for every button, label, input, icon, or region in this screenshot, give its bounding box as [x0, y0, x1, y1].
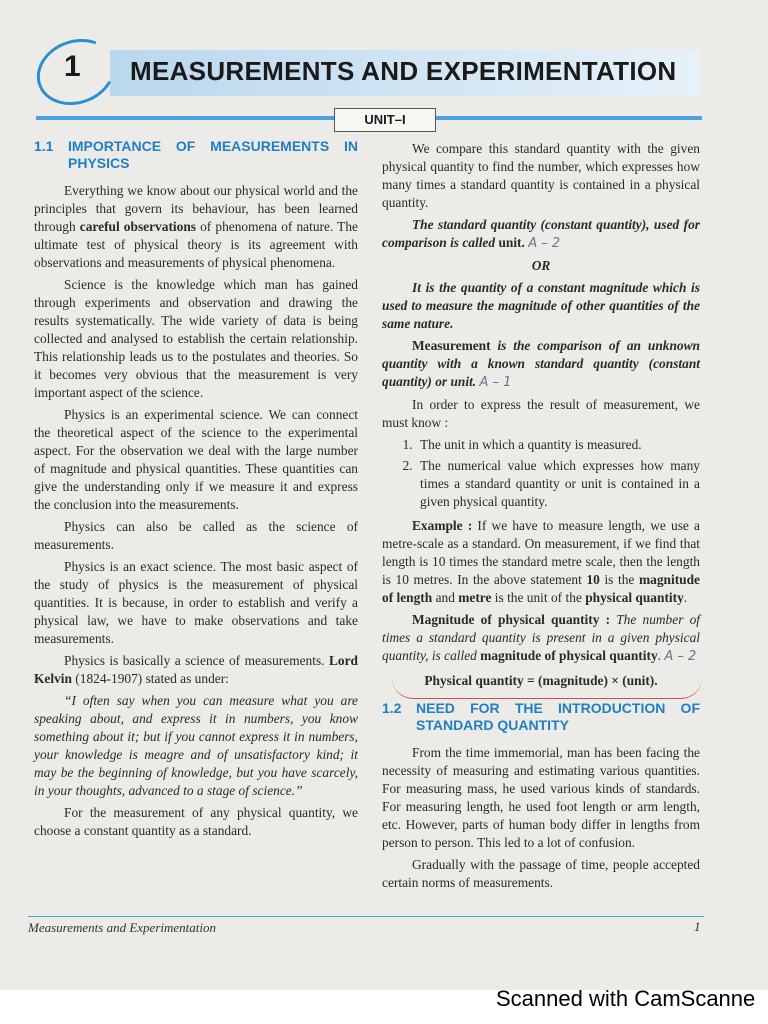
- handwritten-note: A – 2: [664, 649, 697, 664]
- paragraph: Everything we know about our physical world and the principles that govern its behaviour, has been learned through careful observations of phenomena of nature. The ultimate test of physical theory is its agreement with observations and measurements of physical phenomena.: [34, 183, 358, 270]
- handwritten-note: A – 2: [528, 236, 561, 251]
- section-title: NEED FOR THE INTRODUCTION OF STANDARD QUANTITY: [416, 700, 700, 733]
- example-paragraph: Example : If we have to measure length, we use a metre-scale as a standard. On measurement, if we find that length is 10 times the standard metre scale, then the length is 10 metres. In the above statement 10 is the magnitude of length and metre is the unit of the physical quantity.: [382, 518, 700, 605]
- left-column: [34, 138, 358, 844]
- paragraph: Physics is basically a science of measurements. Lord Kelvin (1824-1907) stated as under:: [34, 653, 358, 686]
- kelvin-quote: “I often say when you can measure what you are speaking about, and express it in numbers, you know something about it; but if you cannot express it in numbers, your knowledge is meagre and of unsatisfactory kind; it may be the beginning of knowledge, but you have scarcely, in your thoughts, advanced to a stage of science.”: [34, 693, 358, 798]
- paragraph: Physics is an exact science. The most basic aspect of the study of physics is the measurement of physical quantities. It is because, in order to establish and verify a physical law, we have to make observations and take measurements.: [34, 559, 358, 646]
- chapter-number: 1: [64, 50, 81, 83]
- section-title: IMPORTANCE OF MEASUREMENTS IN PHYSICS: [68, 138, 358, 171]
- paragraph: In order to express the result of measurement, we must know :: [382, 397, 700, 430]
- bold-term: careful observations: [79, 219, 196, 234]
- list-item: 1. The unit in which a quantity is measured.: [416, 436, 700, 454]
- right-column: [382, 140, 700, 896]
- or-separator: OR: [531, 258, 551, 273]
- section-heading-1-2: [382, 700, 700, 734]
- paragraph: For the measurement of any physical quantity, we choose a constant quantity as a standard.: [34, 805, 358, 838]
- formula: Physical quantity = (magnitude) × (unit).: [424, 673, 658, 688]
- paragraph: Gradually with the passage of time, people accepted certain norms of measurements.: [382, 857, 700, 890]
- paragraph: We compare this standard quantity with the given physical quantity to find the number, which expresses how many times a standard quantity is contained in a physical quantity.: [382, 141, 700, 210]
- chapter-title: MEASUREMENTS AND EXPERIMENTATION: [130, 56, 677, 86]
- paragraph: Physics can also be called as the science of measurements.: [34, 519, 358, 552]
- footer-title: Measurements and Experimentation: [28, 920, 216, 935]
- definition-measurement: Measurement is the comparison of an unknown quantity with a known standard quantity (constant quantity) or unit. A – 1: [382, 338, 700, 390]
- list-item: 2. The numerical value which expresses how many times a standard quantity or unit is contained in a given physical quantity.: [416, 457, 700, 511]
- paragraph: Physics is an experimental science. We can connect the theoretical aspect of the science to the experimental aspect. For the observation we deal with the large number of magnitude and physical quantities. These quantities can give the understanding only if we measure it and express the conclusion into the measurements.: [34, 407, 358, 512]
- section-number: 1.1: [34, 138, 54, 154]
- paragraph: From the time immemorial, man has been facing the necessity of measuring and estimating various quantities. For measuring mass, he used various kinds of standards. For measuring length, he used foot length or arm length, etc. However, parts of human body differ in lengths from person to person. This led to a lot of confusion.: [382, 745, 700, 850]
- definition-unit-alt: It is the quantity of a constant magnitude which is used to measure the magnitude of other quantities of the same nature.: [382, 280, 700, 331]
- requirements-list: [382, 436, 700, 511]
- page-number: 1: [694, 919, 701, 934]
- definition-unit: The standard quantity (constant quantity), used for comparison is called unit. A – 2: [382, 217, 700, 251]
- footer-rule: [28, 916, 704, 917]
- magnitude-definition: Magnitude of physical quantity : The number of times a standard quantity is present in a given physical quantity, is called magnitude of physical quantity. A – 2: [382, 612, 700, 664]
- unit-rule-left: [36, 116, 334, 120]
- handwritten-note: A – 1: [479, 375, 512, 390]
- unit-label: UNIT–I: [334, 108, 436, 132]
- formula-underline-mark: [392, 678, 702, 699]
- section-heading-1-1: [34, 138, 358, 172]
- paragraph: Science is the knowledge which man has gained through experiments and observation and drawing the results systematically. The wide variety of data is being collected and analysed to establish the certain relationship. This relationship leads us to the postulates and theories. So it becomes very obvious that the measurement is very important aspect of the science.: [34, 277, 358, 400]
- scanner-watermark: Scanned with CamScanne: [496, 986, 756, 1011]
- section-number: 1.2: [382, 700, 402, 716]
- bold-term: Lord Kelvin: [34, 653, 358, 686]
- unit-rule-right: [434, 116, 702, 120]
